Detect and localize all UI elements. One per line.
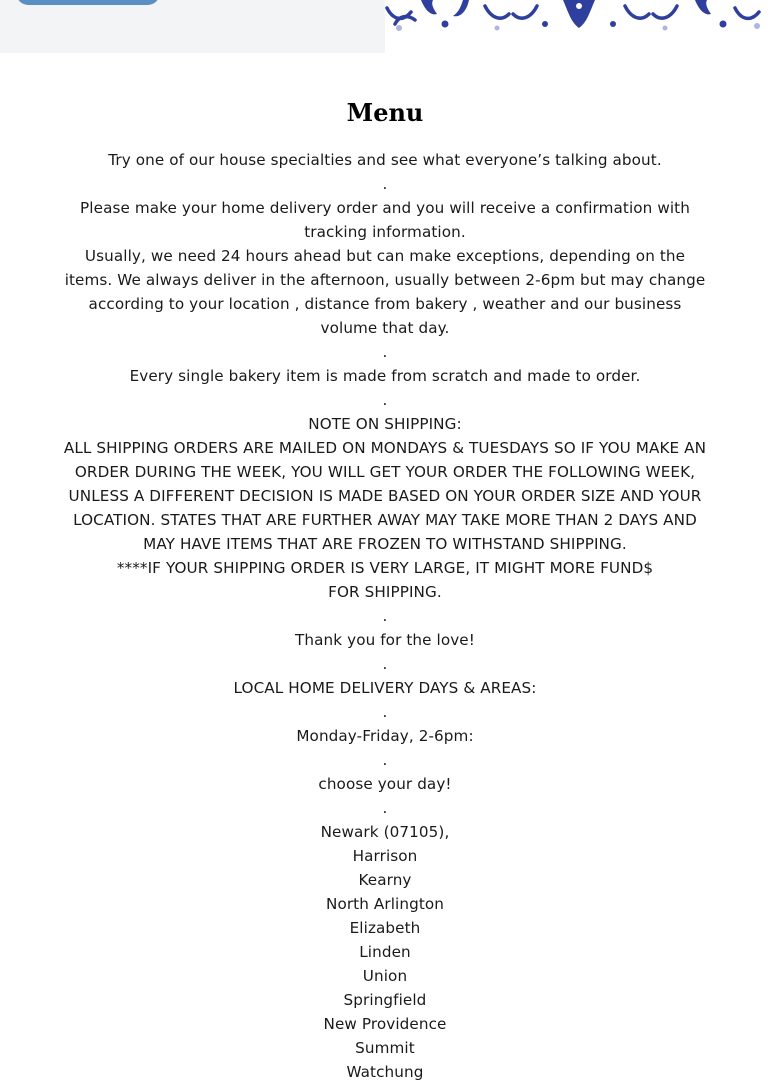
shipping-heading: NOTE ON SHIPPING:: [308, 415, 462, 433]
delivery-area-item: Elizabeth: [349, 919, 421, 937]
delivery-area-item: Harrison: [352, 847, 418, 865]
delivery-area-item: Union: [362, 967, 408, 985]
tile-pattern-banner: [385, 0, 770, 34]
separator: .: [382, 751, 388, 769]
separator: .: [382, 703, 388, 721]
separator: .: [382, 391, 388, 409]
thanks-text: Thank you for the love!: [295, 631, 475, 649]
delivery-timing-text: Usually, we need 24 hours ahead but can make exceptions, depending on the items. We always deliver in the afternoon, usually between 2-6pm but may change according to your location , distance from bakery , weather and our business volume that day.: [64, 247, 706, 337]
large-order-note-cont: FOR SHIPPING.: [328, 583, 442, 601]
delivery-area-item: New Providence: [323, 1015, 447, 1033]
header-button[interactable]: [16, 0, 160, 5]
menu-description: [60, 148, 710, 1084]
tile-pattern-icon: [385, 0, 770, 34]
separator: .: [382, 343, 388, 361]
delivery-area-item: Kearny: [358, 871, 412, 889]
delivery-days: Monday-Friday, 2-6pm:: [296, 727, 474, 745]
intro-text: Try one of our house specialties and see what everyone’s talking about.: [108, 151, 662, 169]
delivery-area-item: North Arlington: [325, 895, 445, 913]
scratch-note: Every single bakery item is made from scratch and made to order.: [129, 367, 641, 385]
delivery-area-item: Springfield: [343, 991, 427, 1009]
delivery-area-list: [60, 820, 710, 1084]
delivery-area-item: Newark (07105),: [320, 823, 450, 841]
shipping-body: ALL SHIPPING ORDERS ARE MAILED ON MONDAYS & TUESDAYS SO IF YOU MAKE AN ORDER DURING THE WEEK, YOU WILL GET YOUR ORDER THE FOLLOWING WEEK, UNLESS A DIFFERENT DECISION IS MADE BASED ON YOUR ORDER SIZE AND YOUR LOCATION. STATES THAT ARE FURTHER AWAY MAY TAKE MORE THAN 2 DAYS AND MAY HAVE ITEMS THAT ARE FROZEN TO WITHSTAND SHIPPING.: [63, 439, 707, 553]
delivery-area-item: Linden: [359, 943, 411, 961]
delivery-area-item: Watchung: [346, 1063, 424, 1081]
delivery-order-text: Please make your home delivery order and you will receive a confirmation with tracking information.: [80, 199, 690, 241]
delivery-area-item: Summit: [355, 1039, 415, 1057]
menu-title: Menu: [346, 98, 424, 127]
separator: .: [382, 655, 388, 673]
separator: .: [382, 607, 388, 625]
header-panel: [0, 0, 385, 53]
separator: .: [382, 175, 388, 193]
large-order-note: ****IF YOUR SHIPPING ORDER IS VERY LARGE, IT MIGHT MORE FUND$: [116, 559, 654, 577]
local-delivery-heading: LOCAL HOME DELIVERY DAYS & AREAS:: [233, 679, 537, 697]
separator: .: [382, 799, 388, 817]
choose-day-text: choose your day!: [318, 775, 452, 793]
